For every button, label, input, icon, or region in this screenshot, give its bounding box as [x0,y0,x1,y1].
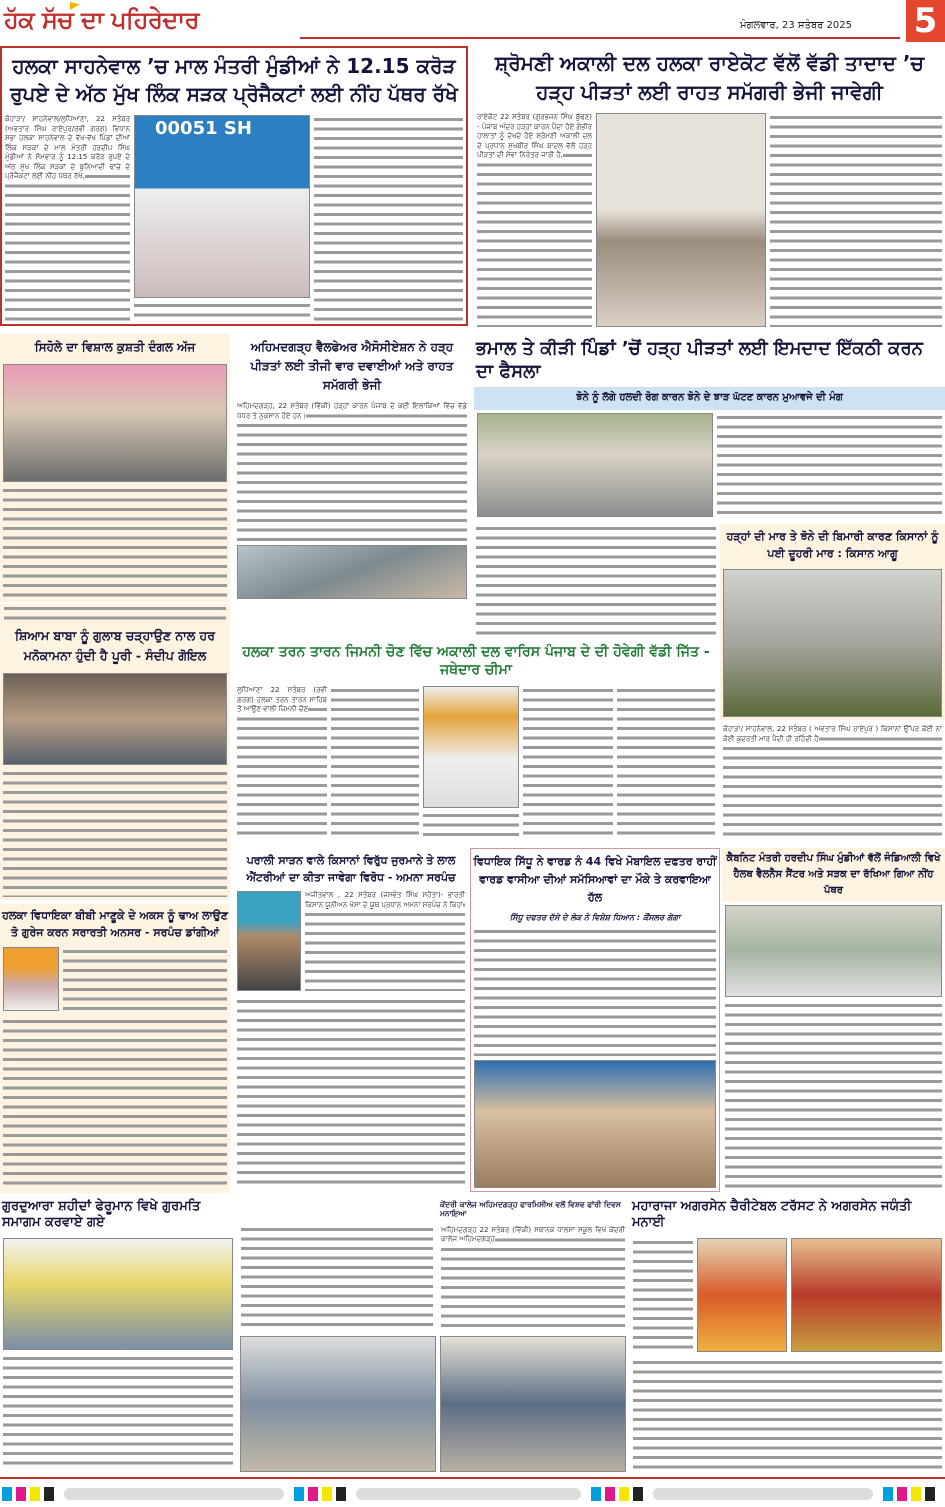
footer-rule [0,1477,945,1479]
photo [474,1060,716,1188]
article-text: ਅਹਿਮਦਗੜ੍ਹ 22 ਸਤੰਬਰ (ਵਿੱਕੀ) ਸਥਾਨਕ ਧਾਲਸਾ ਸਕੂਲ ਵਿਖੇ ਕੇਂਦਰੀ ਕਾਲੇਜ ਅਹਿਮਦਗੜ੍ਹ [441,1226,625,1331]
headline: ਕੈਬਨਿਟ ਮੰਤਰੀ ਹਰਦੀਪ ਸਿੰਘ ਮੁੰਡੀਆਂ ਵੱਲੋਂ ਜੰਡਿਆਲੀ ਵਿਖੇ ਹੈਲਥ ਵੈਲਨੈਸ ਸੈਂਟਰ ਅਤੇ ਸੜਕ ਦਾ ਰੱਖਿਆ ਗਿਆ ਨੀਂਹ ਪੱਥਰ [722,848,945,902]
story-sahnewal [0,46,468,326]
article-text [725,1001,942,1189]
story-kisan-aagu [720,524,945,720]
story-kisan-aagu-text [720,722,945,842]
article-text [63,947,227,1011]
story-manuke [0,904,230,1193]
photo [134,115,310,298]
headline: ਕੇਂਦਰੀ ਕਾਲੇਜ ਅਹਿਮਦਗੜ੍ਹ ਫਾਰਮਿਸੀਅ ਵਲੋਂ ਵਿਸ਼ਵ ਫਾਂਰੀ ਦਿਵਸ ਮਨਾਇਆ [440,1200,621,1219]
subheadline: ਝੋਨੇ ਨੂੰ ਲੱਗੇ ਹਲਦੀ ਰੋਗ ਕਾਰਨ ਝੋਨੇ ਦੇ ਝਾੜ ਘੱਟਣ ਕਾਰਨ ਮੁਆਵਜੇ ਦੀ ਮੰਗ [474,387,945,410]
article-text [3,486,227,599]
article-text [633,1238,693,1352]
photo [240,1336,436,1472]
headline: ਹਲਕਾ ਤਰਨ ਤਾਰਨ ਜਿਮਨੀ ਚੋਣ ਵਿੱਚ ਅਕਾਲੀ ਦਲ ਵਾਰਿਸ ਪੰਜਾਬ ਦੇ ਦੀ ਹੋਵੇਗੀ ਵੱਡੀ ਜਿੱਤ - ਜਥੇਦਾਰ ਚੀਮਾ [242,644,710,678]
article-text: ਰਾਏਕੋਟ 22 ਸਤੰਬਰ (ਗੁਰਭਜਨ ਸਿੰਘ ਬੁੱਢਣ) - ਪੰਜਾਬ ਅੰਦਰ ਹੜ੍ਹਾਂ ਕਾਰਨ ਪੈਦਾ ਹੋਏ ਗੰਭੀਰ ਹਾਲਾਤਾਂ ਨੂੰ ਦੇਖਦੇ ਹੋਏ ਸ਼੍ਰੋਮਣੀ ਅਕਾਲੀ ਦਲ ਦੇ ਪ੍ਰਧਾਨ ਸੁਖਬੀਰ ਸਿੰਘ ਬਾਦਲ ਵੱਲੋਂ ਹੜ੍ਹ ਪੀੜਤਾਂ ਦੀ ਸੇਵਾ ਨਿਰੰਤਰ ਜਾਰੀ ਹੈ, [477,113,592,327]
issue-date: ਮੰਗਲਵਾਰ, 23 ਸਤੰਬਰ 2025 [740,20,853,31]
photo [477,413,713,518]
article-text [241,1225,433,1329]
photo [423,686,519,808]
headline: ਸ਼ਿਆਮ ਬਾਬਾ ਨੂੰ ਗੁਲਾਬ ਚੜ੍ਹਾਉਣ ਨਾਲ ਹਰ ਮਨੋਕਾਮਨਾ ਹੁੰਦੀ ਹੈ ਪੂਰੀ - ਸੰਦੀਪ ਗੋਇਲ [15,628,215,663]
headline: ਹੜ੍ਹਾਂ ਦੀ ਮਾਰ ਤੇ ਝੋਨੇ ਦੀ ਬਿਮਾਰੀ ਕਾਰਣ ਕਿਸਾਨਾਂ ਨੂੰ ਪਈ ਦੂਹਰੀ ਮਾਰ : ਕਿਸਾਨ ਆਗੂ [726,530,939,560]
headline: ਅਹਿਮਦਗੜ੍ਹ ਵੈਲਫੇਅਰ ਐਸੋਸੀਏਸ਼ਨ ਨੇ ਹੜ੍ਹ ਪੀੜਤਾਂ ਲਈ ਤੀਜੀ ਵਾਰ ਦਵਾਈਆਂ ਅਤੇ ਰਾਹਤ ਸਮੱਗਰੀ ਭੇਜੀ [250,340,454,392]
article-text [3,1354,233,1470]
article-text [476,524,716,636]
headline: ਵਿਧਾਇਕ ਸਿੱਧੂ ਨੇ ਵਾਰਡ ਨੰ 44 ਵਿਖੇ ਮੋਬਾਇਲ ਦਫਤਰ ਰਾਹੀਂ ਵਾਰਡ ਵਾਸੀਆ ਦੀਆਂ ਸਮੱਸਿਆਵਾਂ ਦਾ ਮੌਕੇ ਤੇ ਕਰਵਾਇਆ ਹੱਲ [473,855,717,904]
story-cabinet [722,848,945,1192]
photo [725,905,942,997]
headline: ਸਿਹੋਲੇ ਦਾ ਵਿਸ਼ਾਲ ਕੁਸ਼ਤੀ ਦੰਗਲ ਅੱਜ [34,340,196,354]
headline: ਗੁਰਦੁਆਰਾ ਸ਼ਹੀਦਾਂ ਫੇਰੂਮਾਨ ਵਿਖੇ ਗੁਰਮਤਿ ਸਮਾਗਮ ਕਰਵਾਏ ਗਏ [2,1199,201,1231]
story-college [438,1196,628,1334]
article-text [237,997,465,1189]
photo-sign: 00051 SH [155,118,252,139]
story-agrasen [630,1196,945,1472]
article-text: ਕੋਹਾੜਾ/ ਸਾਹਨੇਵਾਲ, 22 ਸਤੰਬਰ ( ਅਵਤਾਰ ਸਿੰਘ ਰਾਏਪੁਰ ) ਕਿਸਾਨਾਂ ਉੱਪਰ ਕੋਈ ਨਾ ਕੋਈ ਕੁਦਰਤੀ ਮਾਰ ਪੈਂਦੀ ਹੀ ਰਹਿੰਦੀ ਹੈ [723,725,942,839]
story-ahmedgarh-welfare [234,334,470,602]
article-text [770,113,942,327]
photo [596,113,766,327]
divider [300,37,900,39]
story-bhamal-main [474,334,945,520]
article-text [3,769,227,897]
article-text: ਲੁਧਿਆਣਾ 22 ਸਤੰਬਰ (ਰਵੀ ਗਰਗ) ਹਲਕਾ ਤਰਨ ਤਾਰਨ ਸਾਹਿਬ ਤੋਂ ਆਉਣ ਵਾਲੀ ਜਿਮਨੀ ਚੋਣ [237,686,327,841]
story-tarn-taran [234,640,718,844]
page-number: 5 [906,0,945,42]
photo [3,364,227,482]
photo [237,545,467,599]
subheadline: ਸਿੱਧੂ ਦਫਤਰ ਦੱਸੋ ਦੇ ਲੋਕ ਨੇ ਵਿਸ਼ੇਸ਼ ਧਿਆਨ : ਕੌਂਸਲਰ ਗੋਗਾ [509,913,681,922]
story-sihole [0,334,230,602]
story-raikot [474,46,945,330]
headline: ਹਲਕਾ ਵਿਧਾਇਕਾ ਬੀਬੀ ਮਾਣੂਕੇ ਦੇ ਅਕਸ ਨੂੰ ਢਾਅ ਲਾਉਣ ਤੋ ਗੁਰੇਜ ਕਰਨ ਸਰਾਰਤੀ ਅਨਸਰ - ਸਰਪੰਚ ਡਾਂਗੀਆਂ [2,909,228,939]
story-gurdwara [0,1196,236,1472]
article-text [331,686,419,841]
newspaper-logo: ਹੱਕ ਸੱਚ ਦਾ ਪਹਿਰੇਦਾਰ [4,6,200,34]
photo [237,891,301,991]
story-gurdwara-cont [238,1222,436,1332]
article-text [617,686,715,841]
headline: ਮਹਾਰਾਜਾ ਅਗਰਸੇਨ ਚੈਰੀਟੇਬਲ ਟਰੱਸਟ ਨੇ ਅਗਰਸੇਨ ਜਯੰਤੀ ਮਨਾਈ [632,1199,912,1231]
article-text [523,686,613,841]
headline: ਪਰਾਲੀ ਸਾੜਨ ਵਾਲੇ ਕਿਸਾਨਾਂ ਵਿਰੁੱਧ ਜੁਰਮਾਨੇ ਤੇ ਲਾਲ ਐਂਟਰੀਆਂ ਦਾ ਕੀਤਾ ਜਾਵੇਗਾ ਵਿਰੋਧ - ਅਮਨਾ ਸਰਪੰਚ [246,854,456,884]
photo [697,1238,787,1352]
print-registration-marks [0,1484,945,1504]
article-text [4,604,226,622]
story-parali [234,850,468,1192]
photo [440,1336,626,1472]
story-shyam-baba [0,604,230,900]
photo [3,947,59,1011]
masthead [0,0,945,44]
headline: ਹਲਕਾ ਸਾਹਨੇਵਾਲ ’ਚ ਮਾਲ ਮੰਤਰੀ ਮੁੰਡੀਆਂ ਨੇ 12.15 ਕਰੋੜ ਰੁਪਏ ਦੇ ਅੱਠ ਮੁੱਖ ਲਿੰਕ ਸੜਕ ਪ੍ਰੋਜੈਕਟਾਂ ਲਈ ਨੀਂਹ ਪੱਥਰ ਰੱਖੇ [10,54,458,106]
article-text: ਕੋਹਾੜਾ/ ਸਾਹਨੇਵਾਲ/ਲੁਧਿਆਣਾ, 22 ਸਤੰਬਰ (ਅਵਤਾਰ ਸਿੰਘ ਰਾਏਪੁਰ/ਰਵੀ ਗਰਗ) ਵਿਧਾਨ ਸਭਾ ਹਲਕਾ ਸਾਹਨੇਵਾਲ ਦੇ ਵੱਖ-ਵੱਖ ਪਿੰਡਾਂ ਦੀਆਂ ਲਿੰਕ ਸੜਕਾਂ ਦੇ ਮਾਲ ਮੰਤਰੀ ਹਰਦੀਪ ਸਿੰਘ ਮੁੰਡੀਆਂ ਨੇ ਸੋਮਵਾਰ ਨੂੰ 12.15 ਕਰੋੜ ਰੁਪਏ ਦੇ ਅੱਠ ਮੁੱਖ ਲਿੰਕ ਸੜਕਾਂ ਦੇ ਬੁਨਿਆਦੀ ਢਾਂਚੇ ਦੇ ਪ੍ਰੋਜੈਕਟਾਂ ਲਈ ਨੀਂਹ ਪੱਥਰ ਰੱਖੇ, [5,115,130,321]
headline: ਭਮਾਲ ਤੇ ਕੀੜੀ ਪਿੰਡਾਂ ’ਚੋਂ ਹੜ੍ਹ ਪੀੜਤਾਂ ਲਈ ਇਮਦਾਦ ਇੱਕਠੀ ਕਰਨ ਦਾ ਫੈਸਲਾ [476,338,923,382]
article-text: ਅਜੀਤਵਾਲ , 22 ਸਤੰਬਰ (ਜਸਵੰਤ ਸਿੰਘ ਸਹੋਤਾ)- ਭਾਰਤੀ ਕਿਸਾਨ ਯੂਨੀਅਨ ਖੋਸਾ ਦੇ ਯੂਥ ਪ੍ਰਧਾਨ ਅਮਨਾ ਸਰਪੰਚ ਨੇ ਕਿਹਾ [305,891,465,991]
photo-caption [134,301,310,321]
article-text [314,115,463,321]
photo [723,569,942,717]
photo [791,1238,942,1352]
photo [3,1238,233,1350]
article-text [474,927,716,1056]
article-text: ਅਹਿਮਦਗੜ੍ਹ, 22 ਸਤੰਬਰ (ਵਿੱਕੀ) ਹੜ੍ਹਾਂ ਕਾਰਨ ਪੰਜਾਬ ਦੇ ਕਈ ਇਲਾਕਿਆਂ ਵਿੱਚ ਵੱਡੇ ਪੱਧਰ ਤੇ ਨੁਕਸਾਨ ਹੋਏ ਹਨ। [237,402,467,541]
photo [3,673,227,765]
story-sidhu [470,848,720,1192]
headline: ਸ਼੍ਰੋਮਣੀ ਅਕਾਲੀ ਦਲ ਹਲਕਾ ਰਾਏਕੋਟ ਵੱਲੋਂ ਵੱਡੀ ਤਾਦਾਦ ’ਚ ਹੜ੍ਹ ਪੀੜਤਾਂ ਲਈ ਰਾਹਤ ਸਮੱਗਰੀ ਭੇਜੀ ਜਾਵੇਗੀ [495,51,924,104]
article-text [3,1017,227,1190]
article-text [717,413,942,518]
article-text [423,811,519,841]
article-text [633,1358,942,1470]
